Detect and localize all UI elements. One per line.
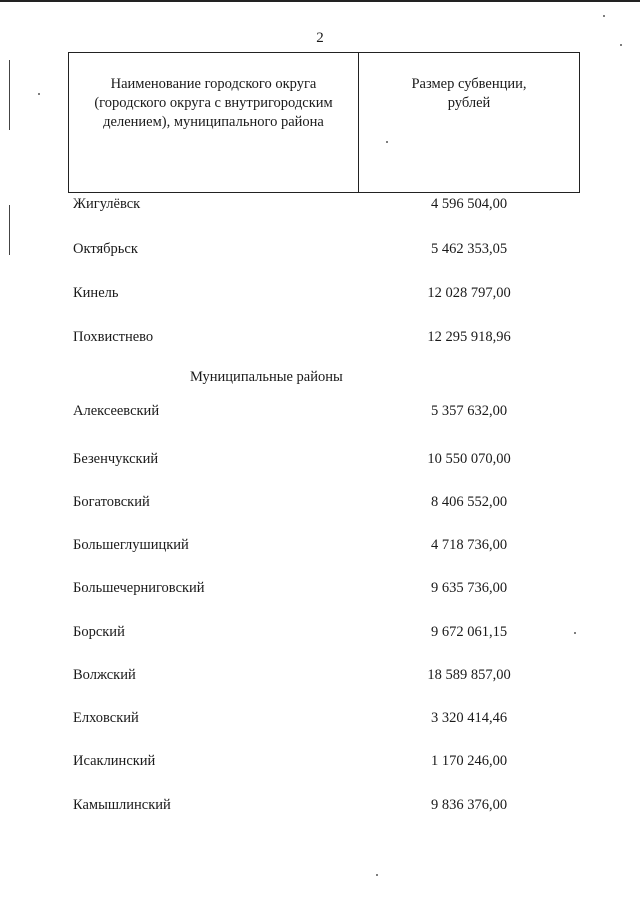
row-name: Похвистнево: [73, 329, 154, 345]
row-amount: 18 589 857,00: [427, 667, 511, 683]
scan-speck: [386, 141, 388, 143]
row-name: Алексеевский: [73, 403, 160, 419]
header-name-line: делением), муниципального района: [103, 114, 324, 130]
table-row: [0, 667, 640, 687]
row-amount: 12 028 797,00: [427, 285, 511, 301]
row-name: Жигулёвск: [73, 196, 141, 212]
table-header: [68, 52, 580, 193]
table-row: [0, 537, 640, 557]
scan-speck: [603, 15, 605, 17]
table-row: [0, 196, 640, 216]
row-amount: 5 462 353,05: [430, 241, 508, 257]
table-row: [0, 285, 640, 305]
header-amount-line: рублей: [447, 95, 491, 111]
scan-speck: [38, 93, 40, 95]
header-name-column: [69, 53, 359, 192]
row-amount: 1 170 246,00: [430, 753, 508, 769]
row-amount: 9 672 061,15: [430, 624, 508, 640]
row-amount: 10 550 070,00: [427, 451, 511, 467]
table-row: [0, 580, 640, 600]
scan-speck: [620, 44, 622, 46]
table-row: [0, 403, 640, 423]
row-amount: 4 596 504,00: [430, 196, 508, 212]
row-name: Волжский: [73, 667, 136, 683]
row-name: Исаклинский: [73, 753, 156, 769]
row-amount: 3 320 414,46: [430, 710, 508, 726]
scan-speck: [376, 874, 378, 876]
row-amount: 8 406 552,00: [430, 494, 508, 510]
row-amount: 9 635 736,00: [430, 580, 508, 596]
table-row: [0, 753, 640, 773]
table-row: [0, 241, 640, 261]
section-title: Муниципальные районы: [190, 369, 343, 385]
page-top-border: [0, 0, 640, 2]
table-row: [0, 710, 640, 730]
row-name: Богатовский: [73, 494, 150, 510]
row-name: Борский: [73, 624, 125, 640]
table-row: [0, 797, 640, 817]
row-amount: 12 295 918,96: [427, 329, 511, 345]
header-amount-line: Размер субвенции,: [411, 76, 527, 92]
header-amount-column: [359, 53, 579, 192]
table-row: [0, 494, 640, 514]
row-name: Елховский: [73, 710, 139, 726]
row-name: Октябрьск: [73, 241, 138, 257]
row-name: Безенчукский: [73, 451, 159, 467]
table-row: [0, 329, 640, 349]
table-row: [0, 451, 640, 471]
row-name: Большечерниговский: [73, 580, 205, 596]
row-amount: 5 357 632,00: [430, 403, 508, 419]
scan-edge-mark: [9, 205, 10, 255]
row-name: Камышлинский: [73, 797, 171, 813]
row-name: Большеглушицкий: [73, 537, 189, 553]
table-row: [0, 624, 640, 644]
page-number: 2: [316, 30, 324, 46]
row-name: Кинель: [73, 285, 119, 301]
scan-speck: [574, 632, 576, 634]
header-name-line: Наименование городского округа: [110, 76, 317, 92]
header-name-line: (городского округа с внутригородским: [94, 95, 333, 111]
scan-edge-mark: [9, 60, 10, 130]
row-amount: 9 836 376,00: [430, 797, 508, 813]
row-amount: 4 718 736,00: [430, 537, 508, 553]
